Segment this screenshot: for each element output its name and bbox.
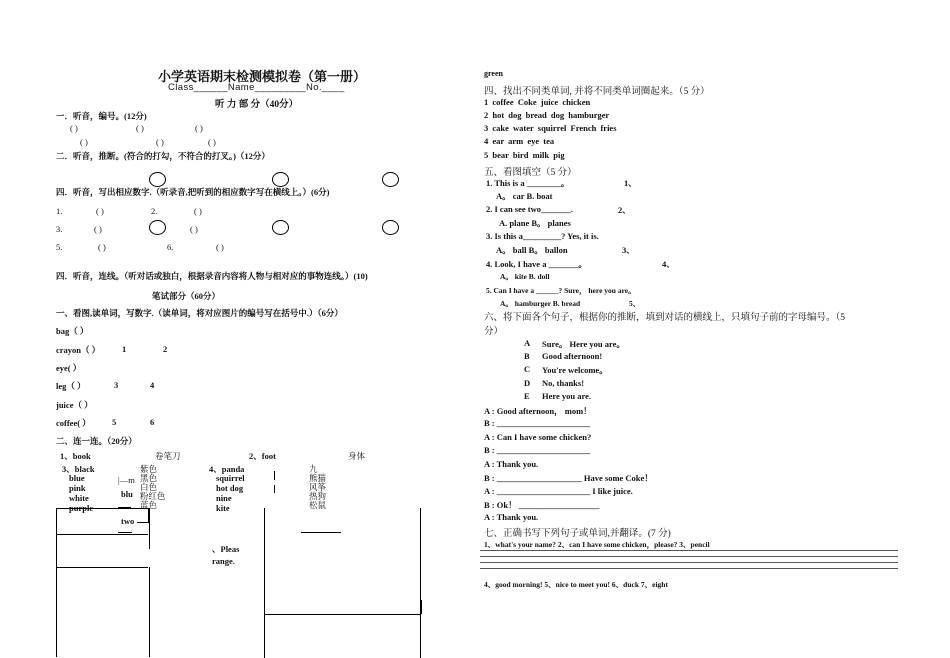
match-word-cn: 紫色 (140, 464, 158, 474)
q6-option-letter: D (524, 378, 531, 388)
picture-box-edge (137, 522, 149, 523)
clipped-fragment: two (121, 516, 135, 526)
listening-q2-heading: 二．听音，推断。(符合的打勾，不符合的打叉。)（12分） (56, 151, 270, 161)
q4-row: 5 bear bird milk pig (484, 150, 565, 160)
match-word-cn: 身体 (348, 451, 366, 461)
dialog-line: B : ______________________ (484, 445, 591, 455)
picture-box (56, 508, 150, 549)
writing-rule (480, 556, 898, 557)
clipped-fragment: range. (212, 556, 235, 566)
q6-option-letter: A (524, 338, 531, 348)
match-word-cn: 松鼠 (309, 500, 327, 510)
match-word: purple (69, 503, 94, 513)
match-word: nine (216, 493, 232, 503)
q5-picture-number: 3、 (622, 245, 635, 255)
picture-number: 2 (163, 344, 168, 354)
q6-option-letter: B (524, 351, 530, 361)
picture-number: 6 (150, 417, 155, 427)
q5-options: A。 hamburger B. bread (500, 299, 581, 308)
q3-paren: ( ) (98, 242, 106, 252)
q5-question: 1. This is a ________。 (486, 178, 570, 188)
match-word: pink (69, 483, 86, 493)
clipped-fragment: |—m (118, 475, 135, 485)
q5-picture-number: 2、 (618, 205, 631, 215)
match-word-cn: 粉红色 (140, 491, 166, 501)
answer-circle (272, 172, 289, 187)
match-word: kite (216, 503, 230, 513)
dialog-line: A : ______________________ I like juice. (484, 486, 633, 496)
match-word: 2、foot (249, 451, 276, 461)
q3-number: 3. (56, 224, 63, 234)
written-section-title: 笔试部分（60分） (152, 291, 221, 301)
match-word: blue (69, 473, 85, 483)
match-word-cn: 白色 (140, 482, 158, 492)
dialog-line: B : Ok！ ___________________ (484, 500, 600, 510)
q7-heading: 七、正确书写下列句子或单词,并翻译。(7 分) (484, 529, 671, 539)
q3-paren: ( ) (190, 224, 198, 234)
q1-paren: ( ) (195, 123, 203, 133)
match-word: 4、panda (209, 464, 245, 474)
q6-option-text: You're welcome。 (542, 365, 608, 375)
match-word-cn: 热狗 (309, 491, 327, 501)
listening-q4-heading: 四．听音，连线。（听对话或独白，根据录音内容将人物与相对应的事物连线。）(10) (56, 271, 368, 281)
vocab-item: juice（ ） (56, 400, 93, 410)
dialog-line: A : Good afternoon， mom！ (484, 406, 592, 416)
answer-circle (149, 172, 166, 187)
match-word: white (69, 493, 89, 503)
vocab-item: eye( ） (56, 363, 82, 373)
picture-box-edge (264, 508, 265, 658)
q5-picture-number: 1、 (624, 178, 637, 188)
q3-number: 2. (151, 206, 158, 216)
picture-number: 3 (114, 380, 119, 390)
written-q2-heading: 二、连一连。（20分） (56, 436, 137, 446)
q6-option-letter: C (524, 364, 531, 374)
paper-title: 小学英语期末检测模拟卷（第一册） (158, 69, 367, 84)
q5-options: A。 car B. boat (496, 191, 553, 201)
match-word-cn: 九 (309, 464, 318, 474)
clipped-fragment: blu (121, 489, 133, 499)
q5-options: A. plane B。 planes (499, 218, 571, 228)
dialog-line: B : ____________________ Have some Coke！ (484, 473, 653, 483)
listening-section-title: 听 力 部 分（40分） (215, 100, 299, 110)
picture-box-edge (56, 534, 57, 567)
q1-paren: ( ) (156, 137, 164, 147)
q5-options: A。 kite B. doll (500, 272, 550, 281)
match-word-cn: 蓝色 (140, 500, 158, 510)
connector-mark (301, 532, 341, 533)
carryover-word: green (484, 69, 503, 78)
picture-box-edge (420, 508, 421, 658)
q5-question: 2. I can see two_______. (486, 204, 573, 214)
q1-paren: ( ) (208, 137, 216, 147)
q4-row: 2 hot dog bread dog hamburger (484, 110, 610, 120)
dialog-line: A : Thank you. (484, 459, 539, 469)
q3-paren: ( ) (96, 206, 104, 216)
match-word: squirrel (216, 473, 245, 483)
q6-option-text: Sure。 Here you are。 (542, 339, 625, 349)
q6-option-text: Here you are. (542, 391, 592, 401)
q5-heading: 五、看图填空（5 分） (484, 168, 577, 178)
writing-rule (480, 550, 898, 551)
picture-box-divider (264, 614, 420, 615)
q6-option-text: Good afternoon! (542, 351, 603, 361)
match-word: 3、black (62, 464, 95, 474)
q1-paren: ( ) (80, 137, 88, 147)
q7-row: 1、what's your name? 2、can I have some chicken，please? 3、pencil (484, 540, 710, 549)
picture-box-divider (56, 534, 148, 535)
answer-circle (382, 220, 399, 235)
q6-option-letter: E (524, 391, 530, 401)
q4-row: 3 cake water squirrel French fries (484, 123, 617, 133)
dialog-line: A : Can I have some chicken? (484, 432, 592, 442)
class-name-line: Class______Name_________No.____ (168, 82, 345, 93)
clipped-fragment: 、Pleas (212, 544, 240, 554)
q1-paren: ( ) (136, 123, 144, 133)
listening-q1-heading: 一．听音，编号。(12分) (56, 111, 147, 121)
match-word: hot dog (216, 483, 244, 493)
q6-heading: 六、将下面各个句子，根据你的推断，填到对话的横线上，只填句子前的字母编号。（5 (484, 313, 846, 323)
connector-mark (274, 471, 275, 480)
answer-circle (382, 172, 399, 187)
q4-heading: 四、找出不同类单词, 并将不同类单词圈起来。（5 分） (484, 87, 710, 97)
picture-box-edge (148, 508, 149, 522)
vocab-item: leg（ ） (56, 381, 86, 391)
q4-row: 4 ear arm eye tea (484, 136, 555, 146)
q3-paren: ( ) (94, 224, 102, 234)
vocab-item: coffee( ） (56, 418, 91, 428)
vocab-item: crayon（ ） (56, 345, 101, 355)
vocab-item: bag（ ） (56, 326, 89, 336)
dialog-line: B : ______________________ (484, 418, 591, 428)
q1-paren: ( ) (70, 123, 78, 133)
q6-heading-cont: 分） (484, 327, 504, 337)
q6-option-text: No, thanks! (542, 378, 585, 388)
q3-number: 1. (56, 206, 63, 216)
q5-picture-number: 4、 (662, 259, 675, 269)
q5-question: 4. Look, I have a _______。 (486, 259, 587, 269)
match-word: 1、book (60, 451, 91, 461)
q3-number: 5. (56, 242, 63, 252)
q3-paren: ( ) (194, 206, 202, 216)
match-word-cn: 熊猫 (309, 473, 327, 483)
q4-row: 1 coffee Coke juice chicken (484, 97, 591, 107)
picture-box-edge (420, 600, 422, 614)
written-q1-heading: 一、看图,读单词，写数字.（读单词，将对应图片的编号写在括号中.）（6分） (56, 308, 343, 318)
picture-box-divider (56, 567, 148, 568)
q3-paren: ( ) (216, 242, 224, 252)
q5-picture-number: 5、 (629, 299, 641, 308)
listening-q3-heading: 四．听音，写出相应数字.（听录音,把听到的相应数字写在横线上。）(6分) (56, 187, 330, 197)
q5-options: A。 ball B。 ballon (496, 245, 568, 255)
answer-circle (272, 220, 289, 235)
match-word-cn: 风筝 (309, 482, 327, 492)
picture-number: 1 (122, 344, 127, 354)
q7-row: 4、good morning! 5、nice to meet you! 6、duck 7、eight (484, 580, 668, 589)
writing-rule (480, 568, 898, 569)
match-word-cn: 卷笔刀 (155, 451, 181, 461)
picture-number: 5 (112, 417, 117, 427)
match-word-cn: 黑色 (140, 473, 158, 483)
dialog-line: A : Thank you. (484, 512, 539, 522)
picture-number: 4 (150, 380, 155, 390)
q5-question: 3. Is this a_________? Yes, it is. (486, 231, 599, 241)
writing-rule (480, 562, 898, 563)
q5-question: 5. Can I have a ______? Sure， here you are。 (486, 286, 636, 295)
answer-circle (149, 220, 166, 235)
connector-mark (274, 485, 275, 493)
picture-box (56, 567, 150, 657)
q3-number: 6. (167, 242, 174, 252)
